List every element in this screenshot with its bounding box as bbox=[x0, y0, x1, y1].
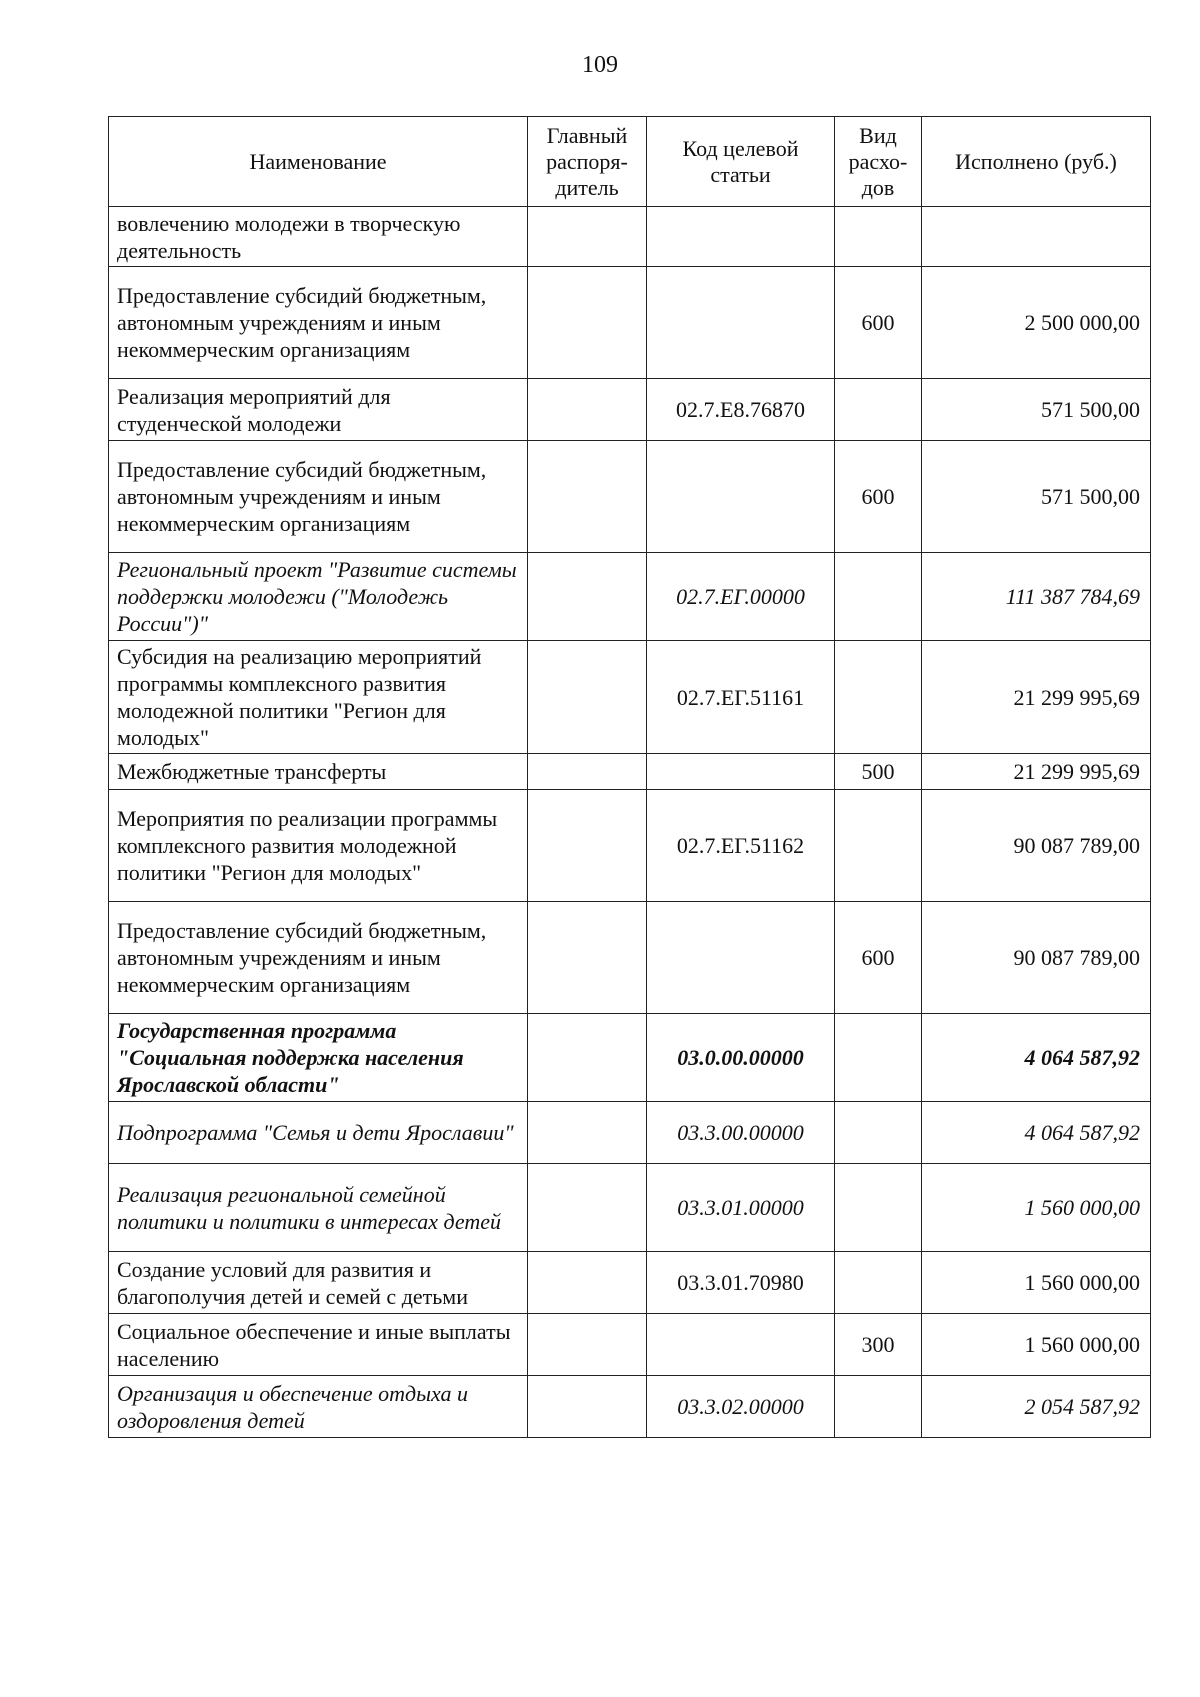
table-row bbox=[109, 1252, 1151, 1314]
cell-amount: 571 500,00 bbox=[922, 441, 1151, 553]
cell-code: 02.7.Е8.76870 bbox=[647, 379, 835, 441]
cell-name: Региональный проект "Развитие системы поддержки молодежи ("Молодежь России")" bbox=[109, 553, 528, 641]
table-row bbox=[109, 790, 1151, 902]
cell-code: 03.3.00.00000 bbox=[647, 1102, 835, 1164]
cell-kind: 500 bbox=[835, 754, 922, 790]
cell-amount: 21 299 995,69 bbox=[922, 754, 1151, 790]
header-manager: Главный распоря-дитель bbox=[528, 117, 647, 207]
table-row bbox=[109, 754, 1151, 790]
header-amount: Исполнено (руб.) bbox=[922, 117, 1151, 207]
cell-amount: 4 064 587,92 bbox=[922, 1102, 1151, 1164]
cell-name: Государственная программа "Социальная поддержка населения Ярославской области" bbox=[109, 1014, 528, 1102]
cell-amount: 90 087 789,00 bbox=[922, 902, 1151, 1014]
cell-kind: 600 bbox=[835, 902, 922, 1014]
cell-code: 03.3.01.70980 bbox=[647, 1252, 835, 1314]
table-body bbox=[109, 207, 1151, 1438]
cell-amount: 4 064 587,92 bbox=[922, 1014, 1151, 1102]
table-row bbox=[109, 1314, 1151, 1376]
header-name: Наименование bbox=[109, 117, 528, 207]
cell-manager bbox=[528, 1376, 647, 1438]
cell-name: Реализация региональной семейной политики и политики в интересах детей bbox=[109, 1164, 528, 1252]
cell-kind bbox=[835, 641, 922, 754]
cell-kind bbox=[835, 1014, 922, 1102]
cell-kind bbox=[835, 207, 922, 267]
cell-amount: 21 299 995,69 bbox=[922, 641, 1151, 754]
cell-manager bbox=[528, 790, 647, 902]
cell-code bbox=[647, 1314, 835, 1376]
table-row bbox=[109, 902, 1151, 1014]
budget-table bbox=[108, 116, 1151, 1438]
cell-manager bbox=[528, 1164, 647, 1252]
table-row bbox=[109, 1102, 1151, 1164]
cell-kind bbox=[835, 1376, 922, 1438]
cell-name: Подпрограмма "Семья и дети Ярославии" bbox=[109, 1102, 528, 1164]
cell-manager bbox=[528, 207, 647, 267]
cell-name: Субсидия на реализацию мероприятий программы комплексного развития молодежной политики "Регион для молодых" bbox=[109, 641, 528, 754]
cell-code bbox=[647, 207, 835, 267]
cell-kind bbox=[835, 553, 922, 641]
table-row bbox=[109, 207, 1151, 267]
cell-code: 03.3.01.00000 bbox=[647, 1164, 835, 1252]
cell-name: Предоставление субсидий бюджетным, автономным учреждениям и иным некоммерческим организациям bbox=[109, 441, 528, 553]
cell-manager bbox=[528, 553, 647, 641]
table-header-row bbox=[109, 117, 1151, 207]
cell-kind bbox=[835, 1164, 922, 1252]
cell-code: 02.7.ЕГ.00000 bbox=[647, 553, 835, 641]
cell-code bbox=[647, 902, 835, 1014]
cell-code bbox=[647, 267, 835, 379]
cell-name: Межбюджетные трансферты bbox=[109, 754, 528, 790]
cell-code: 02.7.ЕГ.51161 bbox=[647, 641, 835, 754]
cell-code bbox=[647, 441, 835, 553]
cell-manager bbox=[528, 441, 647, 553]
page-number: 109 bbox=[582, 52, 618, 78]
header-kind: Вид расхо-дов bbox=[835, 117, 922, 207]
cell-amount: 2 500 000,00 bbox=[922, 267, 1151, 379]
cell-amount: 1 560 000,00 bbox=[922, 1314, 1151, 1376]
cell-manager bbox=[528, 1014, 647, 1102]
cell-kind bbox=[835, 790, 922, 902]
cell-manager bbox=[528, 1102, 647, 1164]
cell-kind: 300 bbox=[835, 1314, 922, 1376]
header-code: Код целевой статьи bbox=[647, 117, 835, 207]
cell-name: Организация и обеспечение отдыха и оздоровления детей bbox=[109, 1376, 528, 1438]
cell-amount: 2 054 587,92 bbox=[922, 1376, 1151, 1438]
table-row bbox=[109, 1014, 1151, 1102]
cell-amount: 1 560 000,00 bbox=[922, 1252, 1151, 1314]
cell-amount bbox=[922, 207, 1151, 267]
cell-kind bbox=[835, 1102, 922, 1164]
cell-amount: 90 087 789,00 bbox=[922, 790, 1151, 902]
cell-amount: 1 560 000,00 bbox=[922, 1164, 1151, 1252]
table-row bbox=[109, 441, 1151, 553]
cell-kind: 600 bbox=[835, 441, 922, 553]
table-row bbox=[109, 379, 1151, 441]
cell-manager bbox=[528, 641, 647, 754]
cell-manager bbox=[528, 1314, 647, 1376]
cell-name: Реализация мероприятий для студенческой молодежи bbox=[109, 379, 528, 441]
table-row bbox=[109, 1376, 1151, 1438]
cell-amount: 111 387 784,69 bbox=[922, 553, 1151, 641]
table-row bbox=[109, 267, 1151, 379]
cell-code bbox=[647, 754, 835, 790]
cell-amount: 571 500,00 bbox=[922, 379, 1151, 441]
table-row bbox=[109, 1164, 1151, 1252]
cell-manager bbox=[528, 902, 647, 1014]
cell-name: Мероприятия по реализации программы комплексного развития молодежной политики "Регион для молодых" bbox=[109, 790, 528, 902]
cell-name: Предоставление субсидий бюджетным, автономным учреждениям и иным некоммерческим организациям bbox=[109, 902, 528, 1014]
cell-kind bbox=[835, 1252, 922, 1314]
cell-manager bbox=[528, 754, 647, 790]
table-row bbox=[109, 641, 1151, 754]
cell-manager bbox=[528, 379, 647, 441]
cell-name: Предоставление субсидий бюджетным, автономным учреждениям и иным некоммерческим организациям bbox=[109, 267, 528, 379]
cell-code: 03.3.02.00000 bbox=[647, 1376, 835, 1438]
cell-kind: 600 bbox=[835, 267, 922, 379]
cell-name: Создание условий для развития и благополучия детей и семей с детьми bbox=[109, 1252, 528, 1314]
cell-manager bbox=[528, 267, 647, 379]
cell-code: 02.7.ЕГ.51162 bbox=[647, 790, 835, 902]
cell-kind bbox=[835, 379, 922, 441]
cell-name: вовлечению молодежи в творческую деятельность bbox=[109, 207, 528, 267]
table-row bbox=[109, 553, 1151, 641]
cell-manager bbox=[528, 1252, 647, 1314]
cell-name: Социальное обеспечение и иные выплаты населению bbox=[109, 1314, 528, 1376]
cell-code: 03.0.00.00000 bbox=[647, 1014, 835, 1102]
